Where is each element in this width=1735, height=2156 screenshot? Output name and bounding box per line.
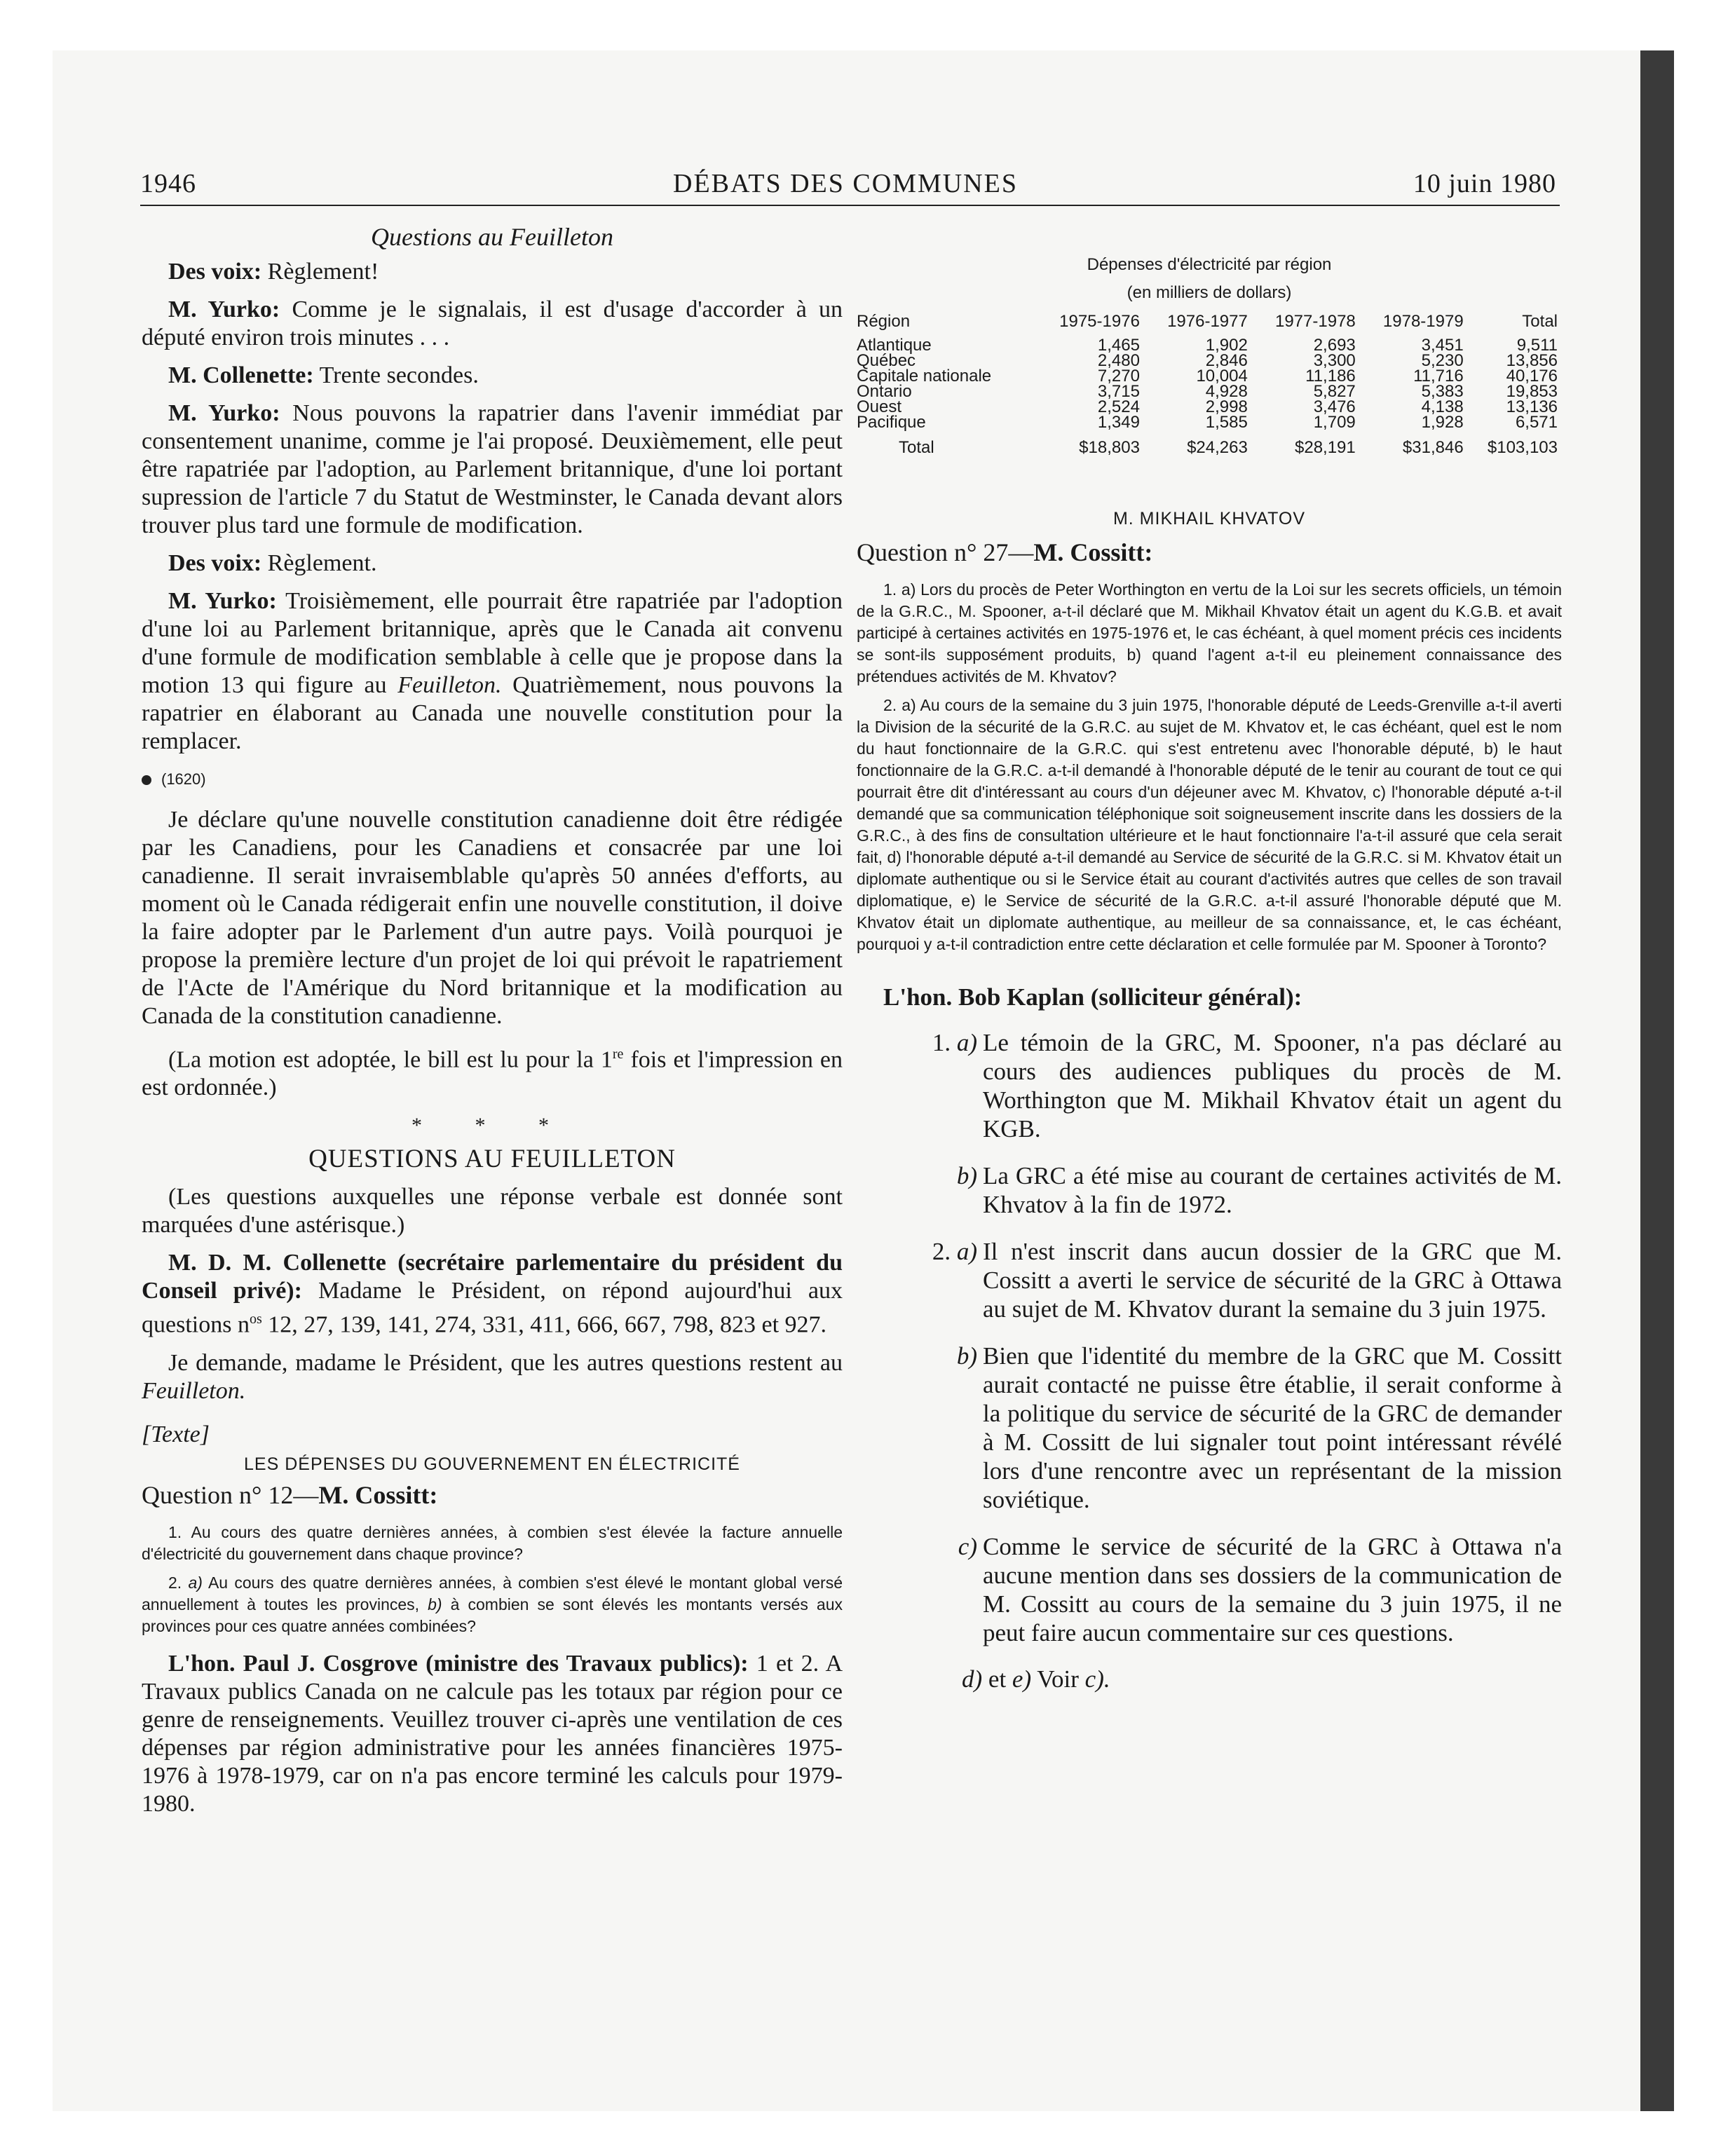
answer-item: [857, 1237, 1562, 1323]
speech-text: Madame le Président, on répond aujourd'hui aux questions n: [142, 1278, 843, 1338]
bullet-icon: [142, 775, 151, 785]
answer-label: [904, 1342, 977, 1370]
italic-text: Feuilleton.: [397, 672, 502, 698]
value-cell: 2,693: [1313, 336, 1356, 355]
answer-letter: a): [956, 1029, 977, 1056]
value-cell: 11,186: [1305, 367, 1356, 386]
value-cell: 9,511: [1516, 336, 1558, 355]
value-cell: 1,465: [1097, 336, 1140, 355]
left-column: [142, 223, 843, 1828]
texte-label: [Texte]: [142, 1421, 210, 1447]
speech-text: (La motion est adoptée, le bill est lu pour la 1: [168, 1046, 613, 1073]
value-cell: 3,451: [1421, 336, 1464, 355]
table-total-row: [857, 430, 1558, 456]
value-cell: 2,480: [1097, 351, 1140, 370]
question-number: Question n° 27—: [857, 538, 1034, 566]
speaker: L'hon. Paul J. Cosgrove (ministre des Travaux publics):: [168, 1650, 749, 1677]
paragraph: [142, 587, 843, 756]
speech-text: Troisièmement, elle pourrait être rapatriée par l'adoption d'une loi au Parlement britannique, après que le Canada ait convenu d'une formule de modification semblable à celle que je propose dans la motion 13 qui figure au: [142, 588, 843, 698]
value-cell: 5,383: [1421, 382, 1464, 401]
paragraph: [142, 296, 843, 352]
value-cell: 7,270: [1097, 367, 1140, 386]
question-asker: M. Cossitt:: [1033, 538, 1153, 566]
answer-list: [857, 1028, 1562, 1647]
speech-text: Comme je le signalais, il est d'usage d'accorder à un député environ trois minutes . . .: [142, 296, 843, 350]
answer-text: Bien que l'identité du membre de la GRC que M. Cossitt aurait contacté ne puisse être établie, il serait conforme à la politique du service de sécurité de la GRC de demander à M. Cossitt de lui signaler tout point intéressant révélé lors d'une rencontre avec un représentant de la mission soviétique.: [983, 1342, 1562, 1513]
table-header-row: [857, 307, 1558, 338]
paragraph: [142, 550, 843, 578]
value-cell: 3,300: [1313, 351, 1356, 370]
question-subject: LES DÉPENSES DU GOUVERNEMENT EN ÉLECTRICITÉ: [244, 1454, 740, 1474]
column-header: Total: [1522, 312, 1558, 331]
value-cell: 4,928: [1205, 382, 1248, 401]
section-divider: * * *: [411, 1114, 573, 1138]
answer-final: [857, 1665, 1562, 1693]
item-text: à combien se sont élevés les montants versés aux provinces pour ces quatre années combinées?: [142, 1595, 843, 1635]
answer-item: [857, 1028, 1562, 1143]
region-cell: Atlantique: [857, 336, 932, 355]
column-header: Région: [857, 312, 911, 331]
answer-text: Il n'est inscrit dans aucun dossier de la GRC que M. Cossitt a averti le service de sécurité de la GRC à Ottawa au sujet de M. Khvatov durant la semaine du 3 juin 1975.: [983, 1238, 1562, 1323]
value-cell: 13,136: [1506, 397, 1558, 416]
question-heading: [857, 538, 1562, 566]
publication-date: 10 juin 1980: [1413, 169, 1556, 198]
paragraph: [142, 362, 843, 390]
value-cell: 5,230: [1421, 351, 1464, 370]
region-cell: Pacifique: [857, 413, 926, 432]
speaker: M. D. M. Collenette (secrétaire parlementaire du président du Conseil privé):: [142, 1250, 843, 1304]
value-cell: 11,716: [1413, 367, 1464, 386]
answer-item: [857, 1161, 1562, 1219]
question-subject: M. MIKHAIL KHVATOV: [1113, 509, 1306, 528]
speech-text: Je demande, madame le Président, que les autres questions restent au: [168, 1349, 843, 1376]
answer-text: 1 et 2. A Travaux publics Canada on ne calcule pas les totaux par région pour ce genre de renseignements. Veuillez trouver ci-après une ventilation de ces dépenses par région administrative pour les années financières 1975-1976 à 1978-1979, car on n'a pas encore terminé les calculs pour 1979-1980.: [142, 1650, 843, 1817]
superscript: re: [612, 1046, 624, 1062]
question-item: 2. a) Au cours de la semaine du 3 juin 1975, l'honorable député de Leeds-Grenville a-t-il averti la Division de la sécurité de la G.R.C. au sujet de M. Khvatov et, le cas échéant, quel est le nom du haut fonctionnaire de la G.R.C. qui s'est entretenu avec l'honorable député, b) le haut fonctionnaire de la G.R.C. a-t-il demandé à l'honorable député de le tenir au courant de tout ce qui pourrait être dit d'intéressant au cours d'un déjeuner avec M. Khvatov, c) l'honorable député a-t-il demandé que sa communication téléphonique soit soigneusement inscrite dans les dossiers de la G.R.C., à des fins de consultation ultérieure et le haut fonctionnaire l'a-t-il assuré que cela serait fait, d) l'honorable député a-t-il demandé au Service de sécurité de la G.R.C. si M. Khvatov était un diplomate authentique ou si le Service était au courant d'activités autres que celles de son travail diplomatique, e) le Service de sécurité de la G.R.C. a-t-il assuré l'honorable député que M. Khvatov était un diplomate authentique, au meilleur de sa connaissance, et, le cas échéant, pourquoi y a-t-il contradiction entre cette déclaration et celle formulée par M. Spooner à Toronto?: [857, 696, 1562, 953]
answer-label: [904, 1028, 977, 1057]
value-cell: 40,176: [1506, 367, 1558, 386]
publication-title: DÉBATS DES COMMUNES: [673, 169, 1018, 198]
table-row: [857, 415, 1558, 430]
value-cell: 1,928: [1421, 413, 1464, 432]
speech-text: Quatrièmement, nous pouvons la rapatrier en élaborant au Canada une nouvelle constitution pour la remplacer.: [142, 672, 843, 754]
total-cell: $24,263: [1187, 438, 1248, 457]
speaker: Des voix:: [168, 550, 262, 576]
speaker: M. Yurko:: [168, 296, 280, 322]
value-cell: 1,585: [1205, 413, 1248, 432]
question-item: 1. a) Lors du procès de Peter Worthington en vertu de la Loi sur les secrets officiels, un témoin de la G.R.C., M. Spooner, a-t-il déclaré que M. Mikhail Khvatov était un agent du K.G.B. et avait participé à certaines activités en 1975-1976 et, le cas échéant, à quel moment précis ces incidents se sont-ils supposément produits, b) quand l'agent a-t-il eu pleinement connaissance des prétendues activités de M. Khvatov?: [857, 580, 1562, 685]
item-letter: e): [1012, 1665, 1032, 1693]
total-cell: $103,103: [1487, 438, 1558, 457]
superscript: os: [249, 1311, 262, 1328]
question-text: [857, 579, 1562, 955]
table-body: [857, 338, 1558, 456]
column-header: 1976-1977: [1167, 312, 1248, 331]
value-cell: 1,902: [1205, 336, 1248, 355]
speaker: M. Yurko:: [168, 400, 280, 426]
question-asker: M. Cossitt:: [318, 1480, 438, 1509]
answer-label: [904, 1237, 977, 1266]
answer-speaker: L'hon. Bob Kaplan (solliciteur général):: [883, 983, 1302, 1011]
region-cell: Ouest: [857, 397, 902, 416]
paragraph: [142, 1249, 843, 1339]
answer-letter: a): [956, 1238, 977, 1265]
answer-letter: c): [958, 1533, 977, 1560]
paragraph: [142, 258, 843, 286]
paragraph: [142, 1349, 843, 1405]
value-cell: 1,349: [1097, 413, 1140, 432]
region-cell: Ontario: [857, 382, 912, 401]
speech-text: 12, 27, 139, 141, 274, 331, 411, 666, 667, 798, 823 et 927.: [268, 1311, 827, 1338]
electricity-table: [857, 307, 1558, 456]
right-column: [857, 251, 1562, 1703]
page-header: [140, 168, 1556, 210]
total-cell: $31,846: [1402, 438, 1464, 457]
answer-label: [904, 1532, 977, 1561]
value-cell: 5,827: [1313, 382, 1356, 401]
item-text: Voir: [1037, 1665, 1079, 1693]
answer-letter: b): [956, 1342, 977, 1370]
value-cell: 10,004: [1196, 367, 1248, 386]
paragraph: Je déclare qu'une nouvelle constitution canadienne doit être rédigée par les Canadiens, pour les Canadiens et consacrée par une loi canadienne. Il serait invraisemblable qu'après 50 années d'efforts, au moment où le Canada rédigerait enfin une nouvelle constitution, il doive la faire adopter par le Parlement d'un autre pays. Voilà pourquoi je propose la première lecture d'un projet de loi qui prévoit le rapatriement de l'Acte de l'Amérique du Nord britannique et la modification au Canada de la constitution canadienne.: [142, 807, 843, 1029]
total-cell: $18,803: [1079, 438, 1140, 457]
answer-text: Le témoin de la GRC, M. Spooner, n'a pas déclaré au cours des audiences publiques du procès de M. Worthington que M. Mikhail Khvatov était un agent du KGB.: [983, 1029, 1562, 1142]
question-number: Question n° 12—: [142, 1480, 319, 1509]
value-cell: 2,846: [1205, 351, 1248, 370]
time-marker-text: (1620): [161, 770, 206, 788]
paragraph: (Les questions auxquelles une réponse verbale est donnée sont marquées d'une astérisque.): [142, 1184, 843, 1239]
answer-label: [904, 1161, 977, 1190]
answer-text: Comme le service de sécurité de la GRC à Ottawa n'a aucune mention dans ses dossiers de la communication de M. Cossitt au cours de la semaine du 3 juin 1975, il ne peut faire aucun commentaire sur ces questions.: [983, 1533, 1562, 1646]
italic-text: Feuilleton.: [142, 1377, 246, 1404]
region-cell: Capitale nationale: [857, 367, 992, 386]
answer-number: 1.: [932, 1029, 951, 1056]
speaker: M. Collenette:: [168, 362, 314, 388]
region-cell: Québec: [857, 351, 916, 370]
question-heading: [142, 1481, 843, 1509]
column-header: 1978-1979: [1382, 312, 1464, 331]
speaker: M. Yurko:: [168, 588, 277, 614]
value-cell: 3,715: [1097, 382, 1140, 401]
page-number: 1946: [140, 169, 196, 198]
item-letter: c).: [1084, 1665, 1110, 1693]
question-item: 1. Au cours des quatre dernières années, à combien s'est élevée la facture annuelle d'électricité du gouvernement dans chaque province?: [142, 1522, 843, 1563]
value-cell: 19,853: [1506, 382, 1558, 401]
value-cell: 4,138: [1421, 397, 1464, 416]
table-subtitle: (en milliers de dollars): [1127, 283, 1292, 302]
value-cell: 2,524: [1097, 397, 1140, 416]
speech-text: Trente secondes.: [319, 362, 479, 388]
value-cell: 2,998: [1205, 397, 1248, 416]
item-number: 2.: [168, 1573, 182, 1592]
answer-item: [857, 1532, 1562, 1647]
answer-text: La GRC a été mise au courant de certaines activités de M. Khvatov à la fin de 1972.: [983, 1162, 1562, 1218]
speech-text: Nous pouvons la rapatrier dans l'avenir immédiat par consentement unanime, comme je l'ai proposé. Deuxièmement, elle peut être rapatriée par l'adoption, au Parlement britannique, d'une loi portant supression de l'article 7 du Statut de Westminster, le Canada devant alors trouver plus tard une formule de modification.: [142, 400, 843, 538]
section-title: Questions au Feuilleton: [371, 223, 613, 251]
item-text: Au cours des quatre dernières années, à combien s'est élevé le montant global versé annuellement à toutes les provinces,: [142, 1573, 843, 1613]
speech-text: Règlement.: [267, 550, 377, 576]
scan-edge-strip: [1640, 50, 1674, 2111]
value-cell: 6,571: [1515, 413, 1558, 432]
column-header: 1975-1976: [1059, 312, 1140, 331]
paragraph: [142, 1040, 843, 1102]
answer-number: 2.: [932, 1238, 951, 1265]
questions-heading: QUESTIONS AU FEUILLETON: [308, 1145, 676, 1174]
question-item: [142, 1572, 843, 1637]
item-letter: d): [962, 1665, 983, 1693]
column-header: 1977-1978: [1274, 312, 1356, 331]
value-cell: 1,709: [1313, 413, 1356, 432]
question-text: [142, 1522, 843, 1637]
item-text: et: [988, 1665, 1007, 1693]
total-cell: $28,191: [1295, 438, 1356, 457]
speaker: Des voix:: [168, 259, 262, 285]
table-title: Dépenses d'électricité par région: [1087, 255, 1332, 274]
item-letter: a): [188, 1573, 203, 1592]
total-label: Total: [899, 438, 934, 457]
answer-paragraph: [142, 1650, 843, 1818]
speech-text: Règlement!: [267, 259, 379, 285]
speech-text: fois et l'impression en est ordonnée.): [142, 1046, 843, 1101]
paragraph: [142, 400, 843, 540]
answer-item: [857, 1342, 1562, 1514]
item-letter: b): [428, 1595, 442, 1613]
value-cell: 3,476: [1313, 397, 1356, 416]
header-rule: [140, 205, 1560, 206]
time-marker: [142, 765, 843, 793]
value-cell: 13,856: [1506, 351, 1558, 370]
answer-letter: b): [956, 1162, 977, 1189]
